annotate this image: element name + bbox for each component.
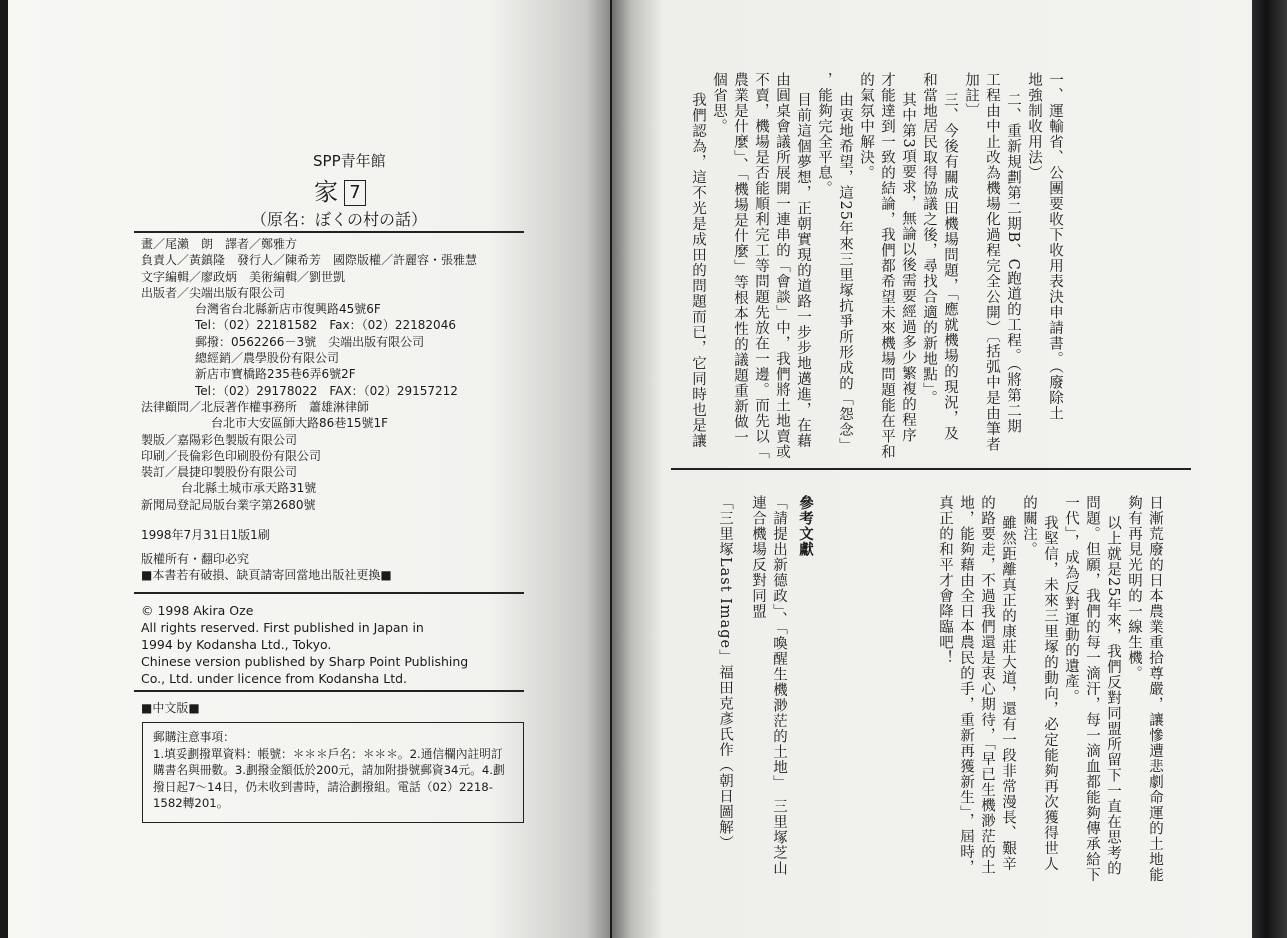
text-column: 才能達到一致的結論，我們都希望未來機場問題能在平和 [879, 72, 895, 460]
notice-title: 郵購注意事項： [153, 730, 235, 744]
text-column: 日漸荒廢的日本農業重拾尊嚴，讓慘遭悲劇命運的土地能 [1147, 495, 1163, 883]
text-column: 工程由中止改為機場化過程完全公開）〔括弧中是由筆者 [984, 72, 1000, 453]
text-column: 的路要走，不過我們還是衷心期待，「早已生機渺茫的土 [979, 495, 995, 876]
credit-line: 裝訂／晨捷印製股份有限公司 [141, 465, 298, 480]
credit-line: 台北縣土城市承天路31號 [181, 481, 317, 496]
credit-line: 總經銷／農學股份有限公司 [195, 351, 340, 366]
credit-line: 法律顧問／北辰著作權事務所 蕭雄淋律師 [141, 399, 370, 414]
text-column: 雖然距離真正的康莊大道，還有一段非常漫長、艱辛 [1000, 515, 1016, 872]
divider-bottom [134, 690, 524, 692]
copyright-line: All rights reserved. First published in Japan in [141, 620, 424, 635]
credit-line: 新聞局登記局版台業字第2680號 [141, 497, 316, 512]
text-column: 二、重新規劃第二期B、C跑道的工程。（將第二期 [1005, 92, 1021, 434]
text-column: 問題。但願，我們的每一滴汗，每一滴血都能夠傳承給下 [1084, 495, 1100, 883]
rights-notice [141, 551, 392, 583]
credit-line: 出版者／尖端出版有限公司 [141, 285, 286, 300]
credit-line: 新店市寶橋路235巷6弄6號2F [195, 367, 356, 382]
text-column: ，能夠完全平息。 [816, 72, 832, 196]
book-title: 家 [314, 178, 338, 206]
section-divider [671, 468, 1191, 470]
credit-line: 印刷／長倫彩色印刷股份有限公司 [141, 448, 322, 463]
credit-line: Tel：（02）22181582 Fax：（02）22182046 [195, 318, 456, 333]
reference-line: 連合機場反對同盟 [750, 495, 766, 619]
copyright-line: Co., Ltd. under licence from Kodansha Ltd. [141, 671, 408, 686]
credit-line: Tel：（02）29178022 FAX：（02）29157212 [195, 383, 458, 398]
references-heading: 參考文獻 [797, 495, 813, 557]
notice-body: 1.填妥劃撥單資料：帳號：＊＊＊戶名：＊＊＊。2.通信欄內註明訂購書名與冊數。3.劃撥金額低於200元，請加附掛號郵資34元。4.劃撥日起7～14日，仍未收到書時，請洽劃撥組。電話（02）2218-1582轉201。 [153, 746, 505, 810]
copyright-line: Chinese version published by Sharp Point Publishing [141, 654, 469, 669]
text-column: 的關注。 [1021, 495, 1037, 557]
text-column: 農業是什麼」、「機場是什麼」等根本性的議題重新做一 [732, 72, 748, 445]
text-column: 一代」，成為反對運動的遺產。 [1063, 495, 1079, 705]
credit-line: 台北市大安區師大路86巷15號1F [211, 416, 389, 431]
text-column: 和當地居民取得協議之後，尋找合適的新地點」。 [921, 72, 937, 406]
divider-middle [134, 592, 524, 594]
text-column: 由衷地希望，這25年來三里塚抗爭所形成的「怨念」 [837, 92, 853, 454]
volume-number: 7 [344, 180, 366, 206]
credit-line: 文字編輯／廖政炳 美術編輯／劉世凱 [141, 269, 346, 284]
text-column: 一、運輸省、公團要收下收用表決申請書。（廢除土 [1047, 72, 1063, 422]
text-column: 的氣氛中解決。 [858, 72, 874, 181]
rights-line: ■本書若有破損、缺頁請寄回當地出版社更換■ [141, 568, 392, 582]
text-column: 真正的和平才會降臨吧！ [937, 495, 953, 666]
credits-block [141, 236, 477, 513]
text-column: 我們認為，這不光是成田的問題而已，它同時也是讓 [690, 92, 706, 449]
copyright-line: 1994 by Kodansha Ltd., Tokyo. [141, 637, 332, 652]
chinese-edition-label: ■中文版■ [141, 701, 200, 715]
left-page-colophon [8, 0, 610, 938]
text-column: 我堅信，未來三里塚的動向，必定能夠再次獲得世人 [1042, 515, 1058, 872]
text-column: 地，能夠藉由全日本農民的手，重新再獲新生」，屆時， [958, 495, 974, 876]
text-column: 三、今後有關成田機場問題，「應就機場的現況，及 [942, 92, 958, 442]
rights-line: 版權所有・翻印必究 [141, 552, 250, 566]
reference-line: 「請提出新德政」、「喚醒生機渺茫的土地」 三里塚芝山 [771, 495, 787, 877]
reference-line: 「三里塚Last Image」福田克彥氏作（朝日圖解） [717, 495, 733, 851]
text-column: 其中第3項要求，無論以後需要經過多少繁複的程序 [900, 92, 916, 444]
mail-order-notice [142, 722, 524, 823]
series-name: SPP青年館 [313, 152, 386, 170]
credit-line: 台灣省台北縣新店市復興路45號6F [195, 302, 381, 317]
edition-date: 1998年7月31日1版1刷 [141, 528, 270, 542]
book-edge [1252, 0, 1287, 938]
credit-line: 負責人／黃鎮隆 發行人／陳希芳 國際版權／許麗容・張雅慧 [141, 253, 478, 268]
credit-line: 郵撥：0562266－3號 尖端出版有限公司 [195, 334, 425, 349]
text-column: 個省思。 [711, 72, 727, 134]
text-column: 不賣，機場是否能順利完工等問題先放在一邊。而先以「 [753, 72, 769, 460]
text-column: 目前這個夢想，正朝實現的道路一步步地邁進，在藉 [795, 92, 811, 449]
english-copyright [141, 602, 468, 687]
text-column: 以上就是25年來，我們反對同盟所留下一直在思考的 [1105, 515, 1121, 877]
credit-line: 製版／嘉陽彩色製版有限公司 [141, 432, 298, 447]
text-column: 由圓桌會議所展開一連串的「會談」中，我們將土地賣或 [774, 72, 790, 460]
text-column: 加註〕 [963, 72, 979, 119]
book-title-row [314, 178, 366, 206]
credit-line: 畫／尾瀨 朗 譯者／鄭雅方 [141, 237, 298, 251]
original-title: （原名：ぼくの村の話） [251, 210, 428, 229]
text-column: 夠有再見光明的一線生機。 [1126, 495, 1142, 681]
text-column: 地強制收用法） [1026, 72, 1042, 181]
divider-top [134, 231, 524, 233]
copyright-line: © 1998 Akira Oze [141, 603, 254, 618]
